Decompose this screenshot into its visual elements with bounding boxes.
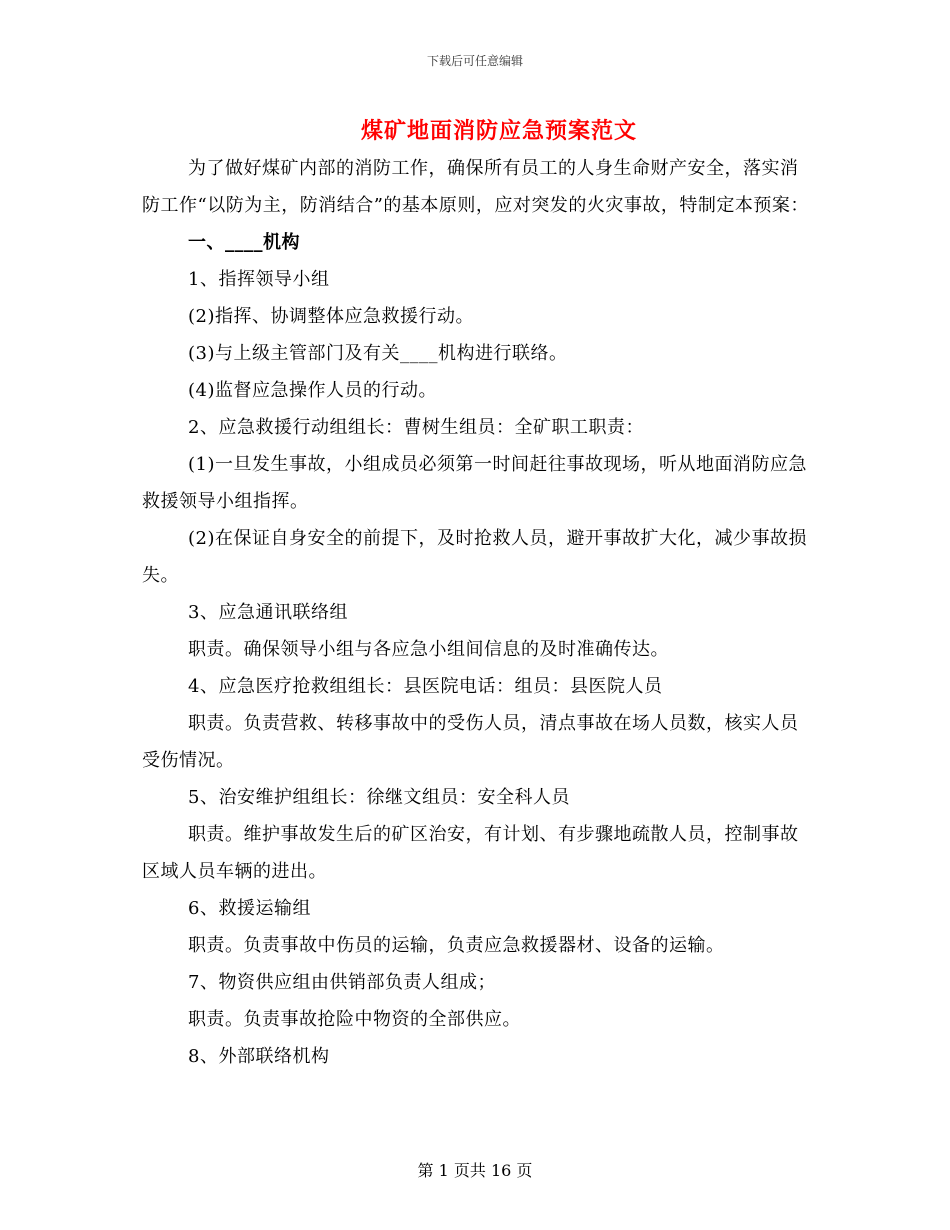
- item-supply-duty: 职责。负责事故抢险中物资的全部供应。: [188, 1009, 521, 1030]
- item-rescue-action-group: 2、应急救援行动组组长：曹树生组员：全矿职工职责：: [188, 417, 644, 438]
- item-medical-group: 4、应急医疗抢救组组长：县医院电话：组员：县医院人员: [188, 676, 663, 697]
- item-external-liaison: 8、外部联络机构: [188, 1046, 330, 1067]
- intro-paragraph: 为了做好煤矿内部的消防工作，确保所有员工的人身生命财产安全，落实消防工作“以防为主，防消结合”的基本原则，应对突发的火灾事故，特制定本预案：: [142, 158, 809, 216]
- section-heading-organization: 一、____机构: [188, 232, 300, 253]
- page-footer: 第 1 页共 16 页: [417, 1161, 533, 1180]
- item-command-duty-4: (4)监督应急操作人员的行动。: [188, 380, 437, 401]
- item-command-duty-2: (2)指挥、协调整体应急救援行动。: [188, 306, 474, 327]
- item-rescue-duty-2: (2)在保证自身安全的前提下，及时抢救人员，避开事故扩大化，减少事故损失。: [142, 528, 807, 586]
- item-command-duty-3: (3)与上级主管部门及有关____机构进行联络。: [188, 343, 568, 364]
- item-transport-duty: 职责。负责事故中伤员的运输，负责应急救援器材、设备的运输。: [188, 935, 725, 956]
- item-security-group: 5、治安维护组组长：徐继文组员：安全科人员: [188, 787, 570, 808]
- item-medical-duty: 职责。负责营救、转移事故中的受伤人员，清点事故在场人员数，核实人员受伤情况。: [142, 713, 799, 771]
- item-transport-group: 6、救援运输组: [188, 898, 311, 919]
- item-supply-group: 7、物资供应组由供销部负责人组成；: [188, 972, 496, 993]
- header-note: 下载后可任意编辑: [426, 54, 523, 68]
- document-body: [142, 150, 810, 1075]
- item-communication-duty: 职责。确保领导小组与各应急小组间信息的及时准确传达。: [188, 639, 669, 660]
- item-rescue-duty-1: (1)一旦发生事故，小组成员必须第一时间赶往事故现场，听从地面消防应急救援领导小组指挥。: [142, 454, 807, 512]
- item-communication-group: 3、应急通讯联络组: [188, 602, 348, 623]
- document-title: 煤矿地面消防应急预案范文: [360, 118, 637, 144]
- item-command-group: 1、指挥领导小组: [188, 269, 330, 290]
- item-security-duty: 职责。维护事故发生后的矿区治安，有计划、有步骤地疏散人员，控制事故区域人员车辆的进出。: [142, 824, 799, 882]
